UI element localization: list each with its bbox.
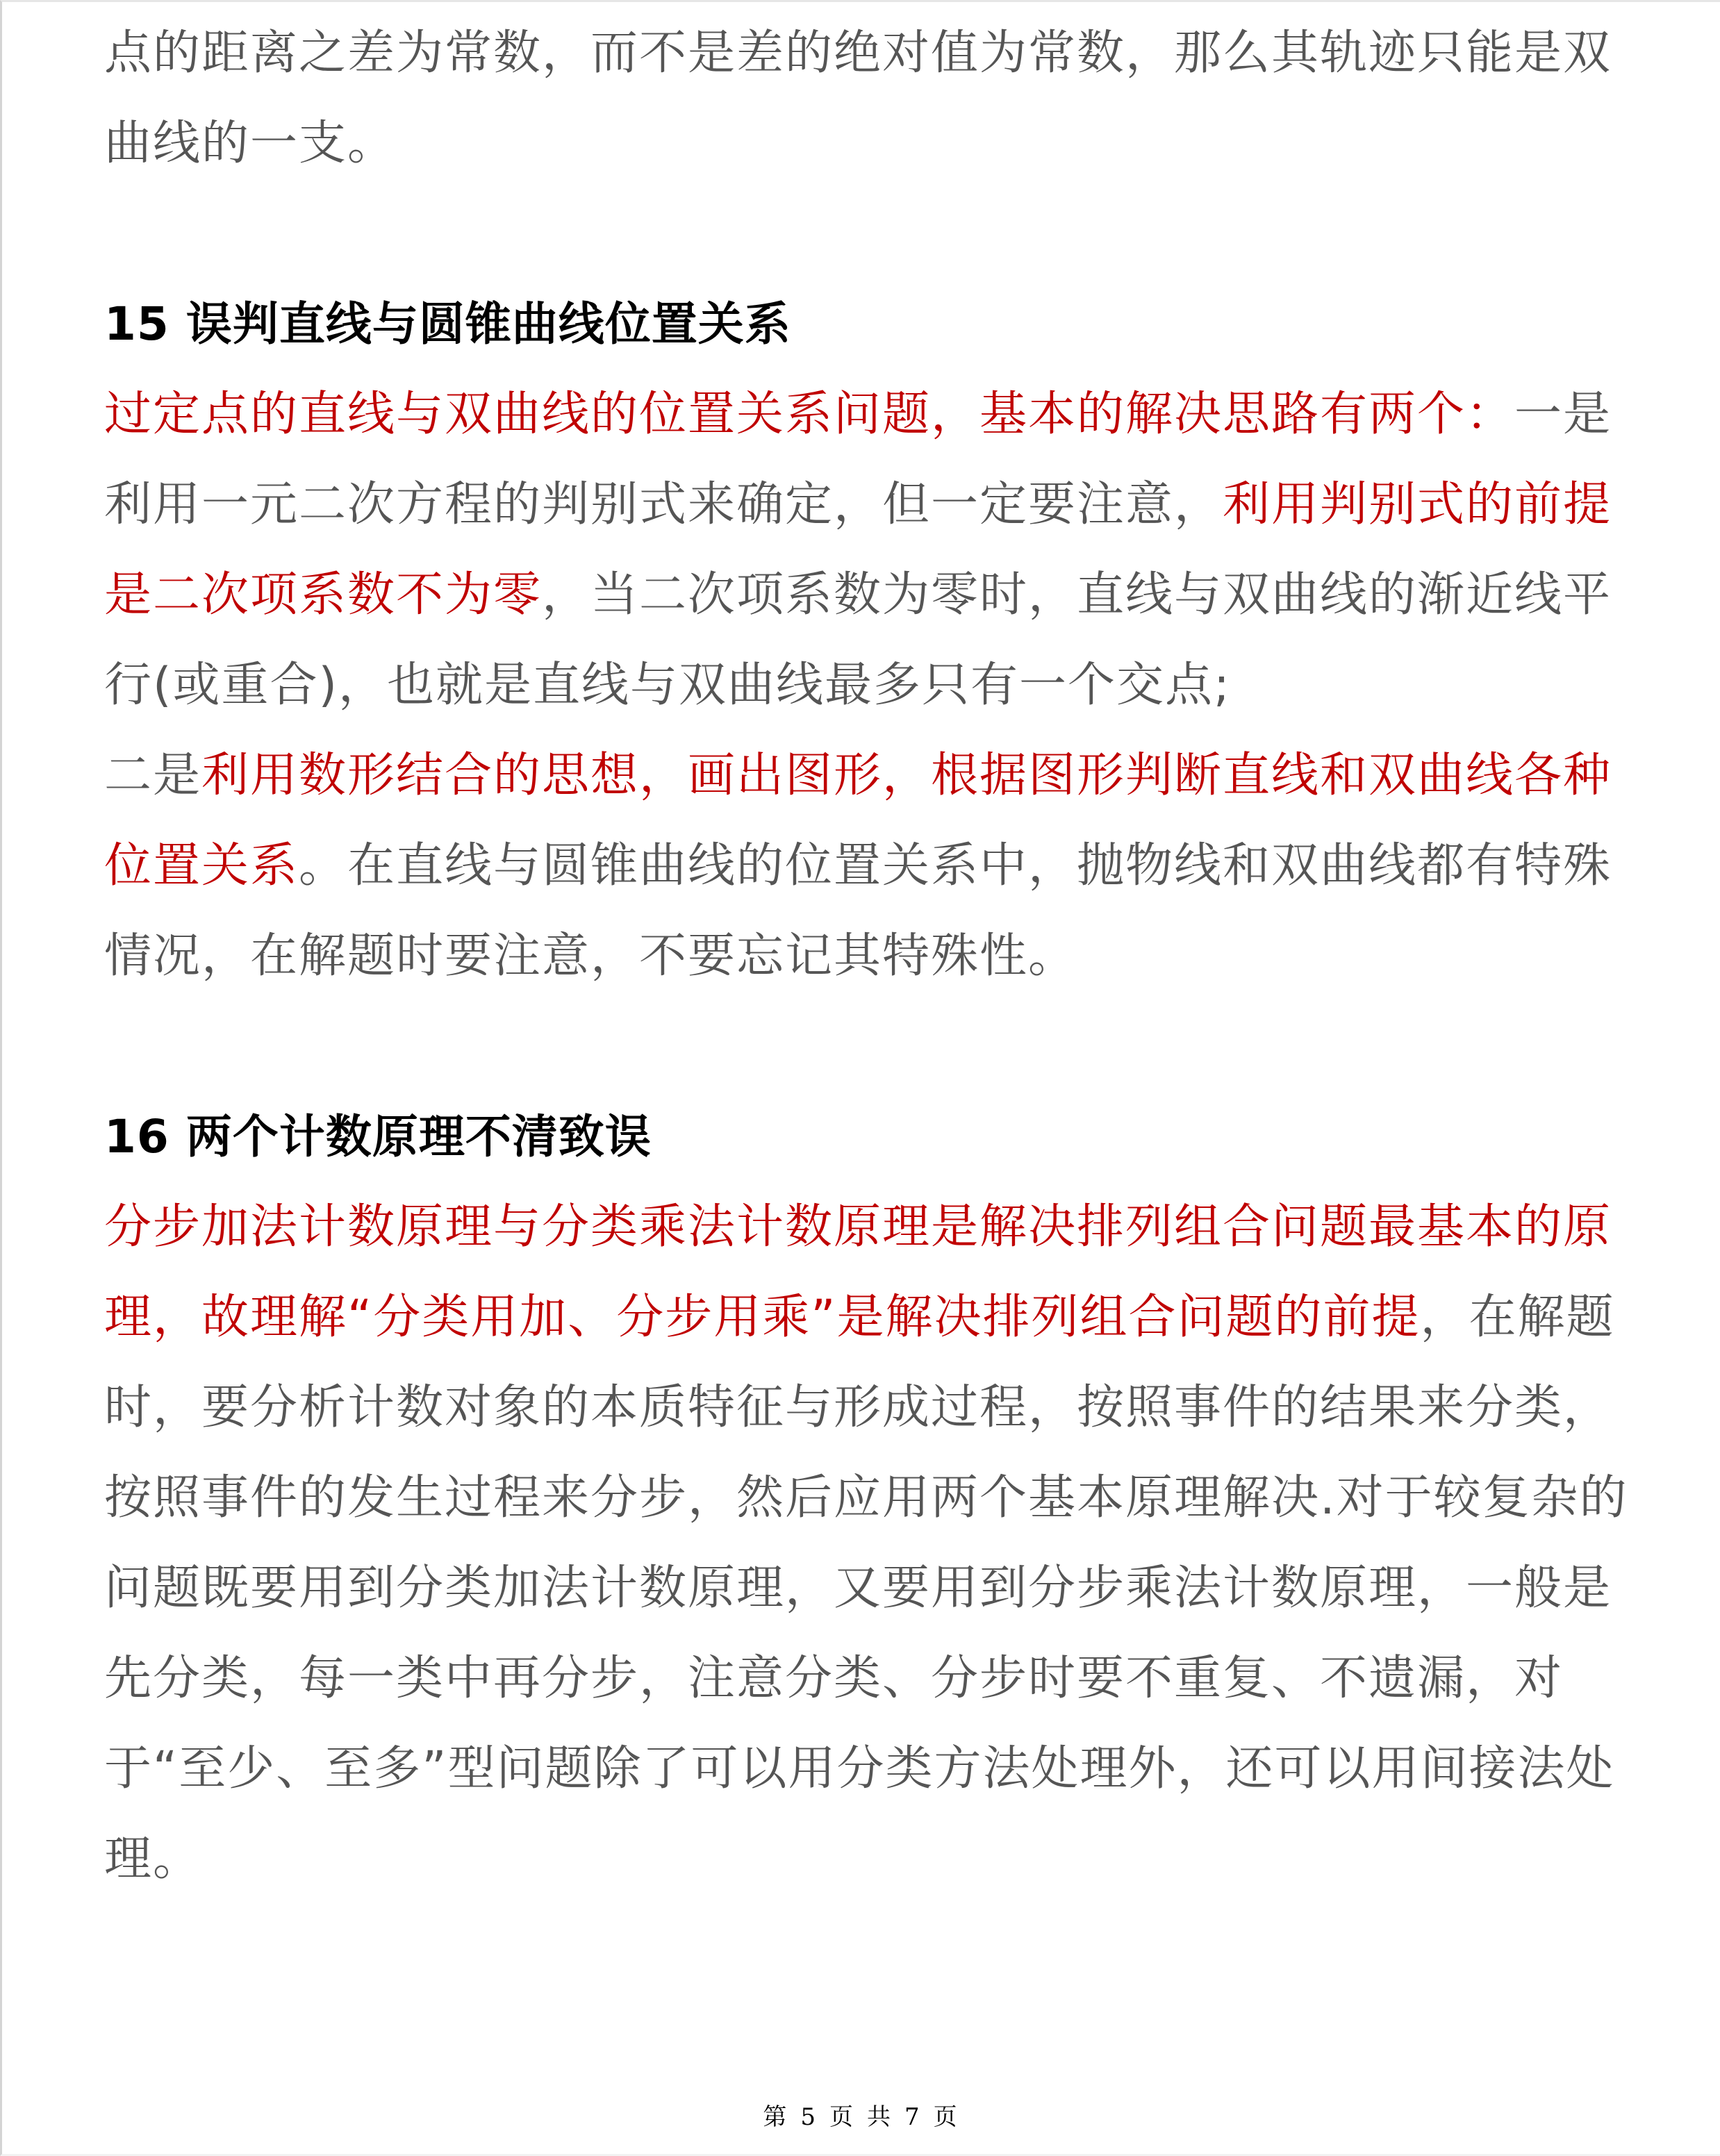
- text-segment: 。在直线与圆锥曲线的位置关系中，抛物线和双曲线都有特殊情况，在解题时要注意，不要忘记其特殊性。: [104, 838, 1612, 984]
- paragraph: [104, 370, 1632, 731]
- page-number-footer: [0, 2098, 1720, 2132]
- section-spacer: [104, 189, 1632, 279]
- paragraph: [104, 731, 1632, 1002]
- total-pages-number: 7: [904, 2103, 920, 2131]
- highlighted-text: 利用判别式的前提是二次项系数不为零: [104, 477, 1612, 622]
- footer-total-word: 共: [867, 2103, 891, 2131]
- section-spacer: [104, 1002, 1632, 1092]
- highlighted-text: 利用数形结合的思想，画出图形，根据图形判断直线和双曲线各种位置关系: [104, 748, 1612, 893]
- intro-paragraph: [104, 8, 1632, 189]
- section-heading: 16 两个计数原理不清致误: [104, 1110, 652, 1163]
- paragraph: [104, 1182, 1632, 1905]
- text-segment: 一是利用一元二次方程的判别式来确定，但一定要注意，: [104, 387, 1612, 532]
- current-page-number: 5: [800, 2103, 816, 2131]
- text-segment: 点的距离之差为常数，而不是差的绝对值为常数，那么其轨迹只能是双曲线的一支。: [104, 26, 1612, 171]
- text-segment: 二是: [104, 748, 202, 803]
- footer-page-word: 页: [829, 2103, 853, 2131]
- highlighted-text: 分步加法计数原理与分类乘法计数原理是解决排列组合问题最基本的原理，故理解“分类用加、分步用乘”是解决排列组合问题的前提: [104, 1200, 1612, 1345]
- section-15: [104, 279, 1632, 1002]
- text-segment: ，在解题时，要分析计数对象的本质特征与形成过程，按照事件的结果来分类，按照事件的发生过程来分步，然后应用两个基本原理解决.对于较复杂的问题既要用到分类加法计数原理，又要用到分步乘法计数原理，一般是先分类，每一类中再分步，注意分类、分步时要不重复、不遗漏，对于“至少、至多”型问题除了可以用分类方法处理外，还可以用间接法处理。: [104, 1290, 1628, 1886]
- footer-prefix: 第: [763, 2103, 787, 2131]
- footer-suffix: 页: [933, 2103, 957, 2131]
- highlighted-text: 过定点的直线与双曲线的位置关系问题，基本的解决思路有两个：: [104, 387, 1515, 442]
- text-segment: ，当二次项系数为零时，直线与双曲线的渐近线平行(或重合)，也就是直线与双曲线最多只有一个交点;: [104, 567, 1612, 713]
- document-body: [104, 8, 1632, 1905]
- section-16: [104, 1092, 1632, 1905]
- section-heading: 15 误判直线与圆锥曲线位置关系: [104, 297, 791, 351]
